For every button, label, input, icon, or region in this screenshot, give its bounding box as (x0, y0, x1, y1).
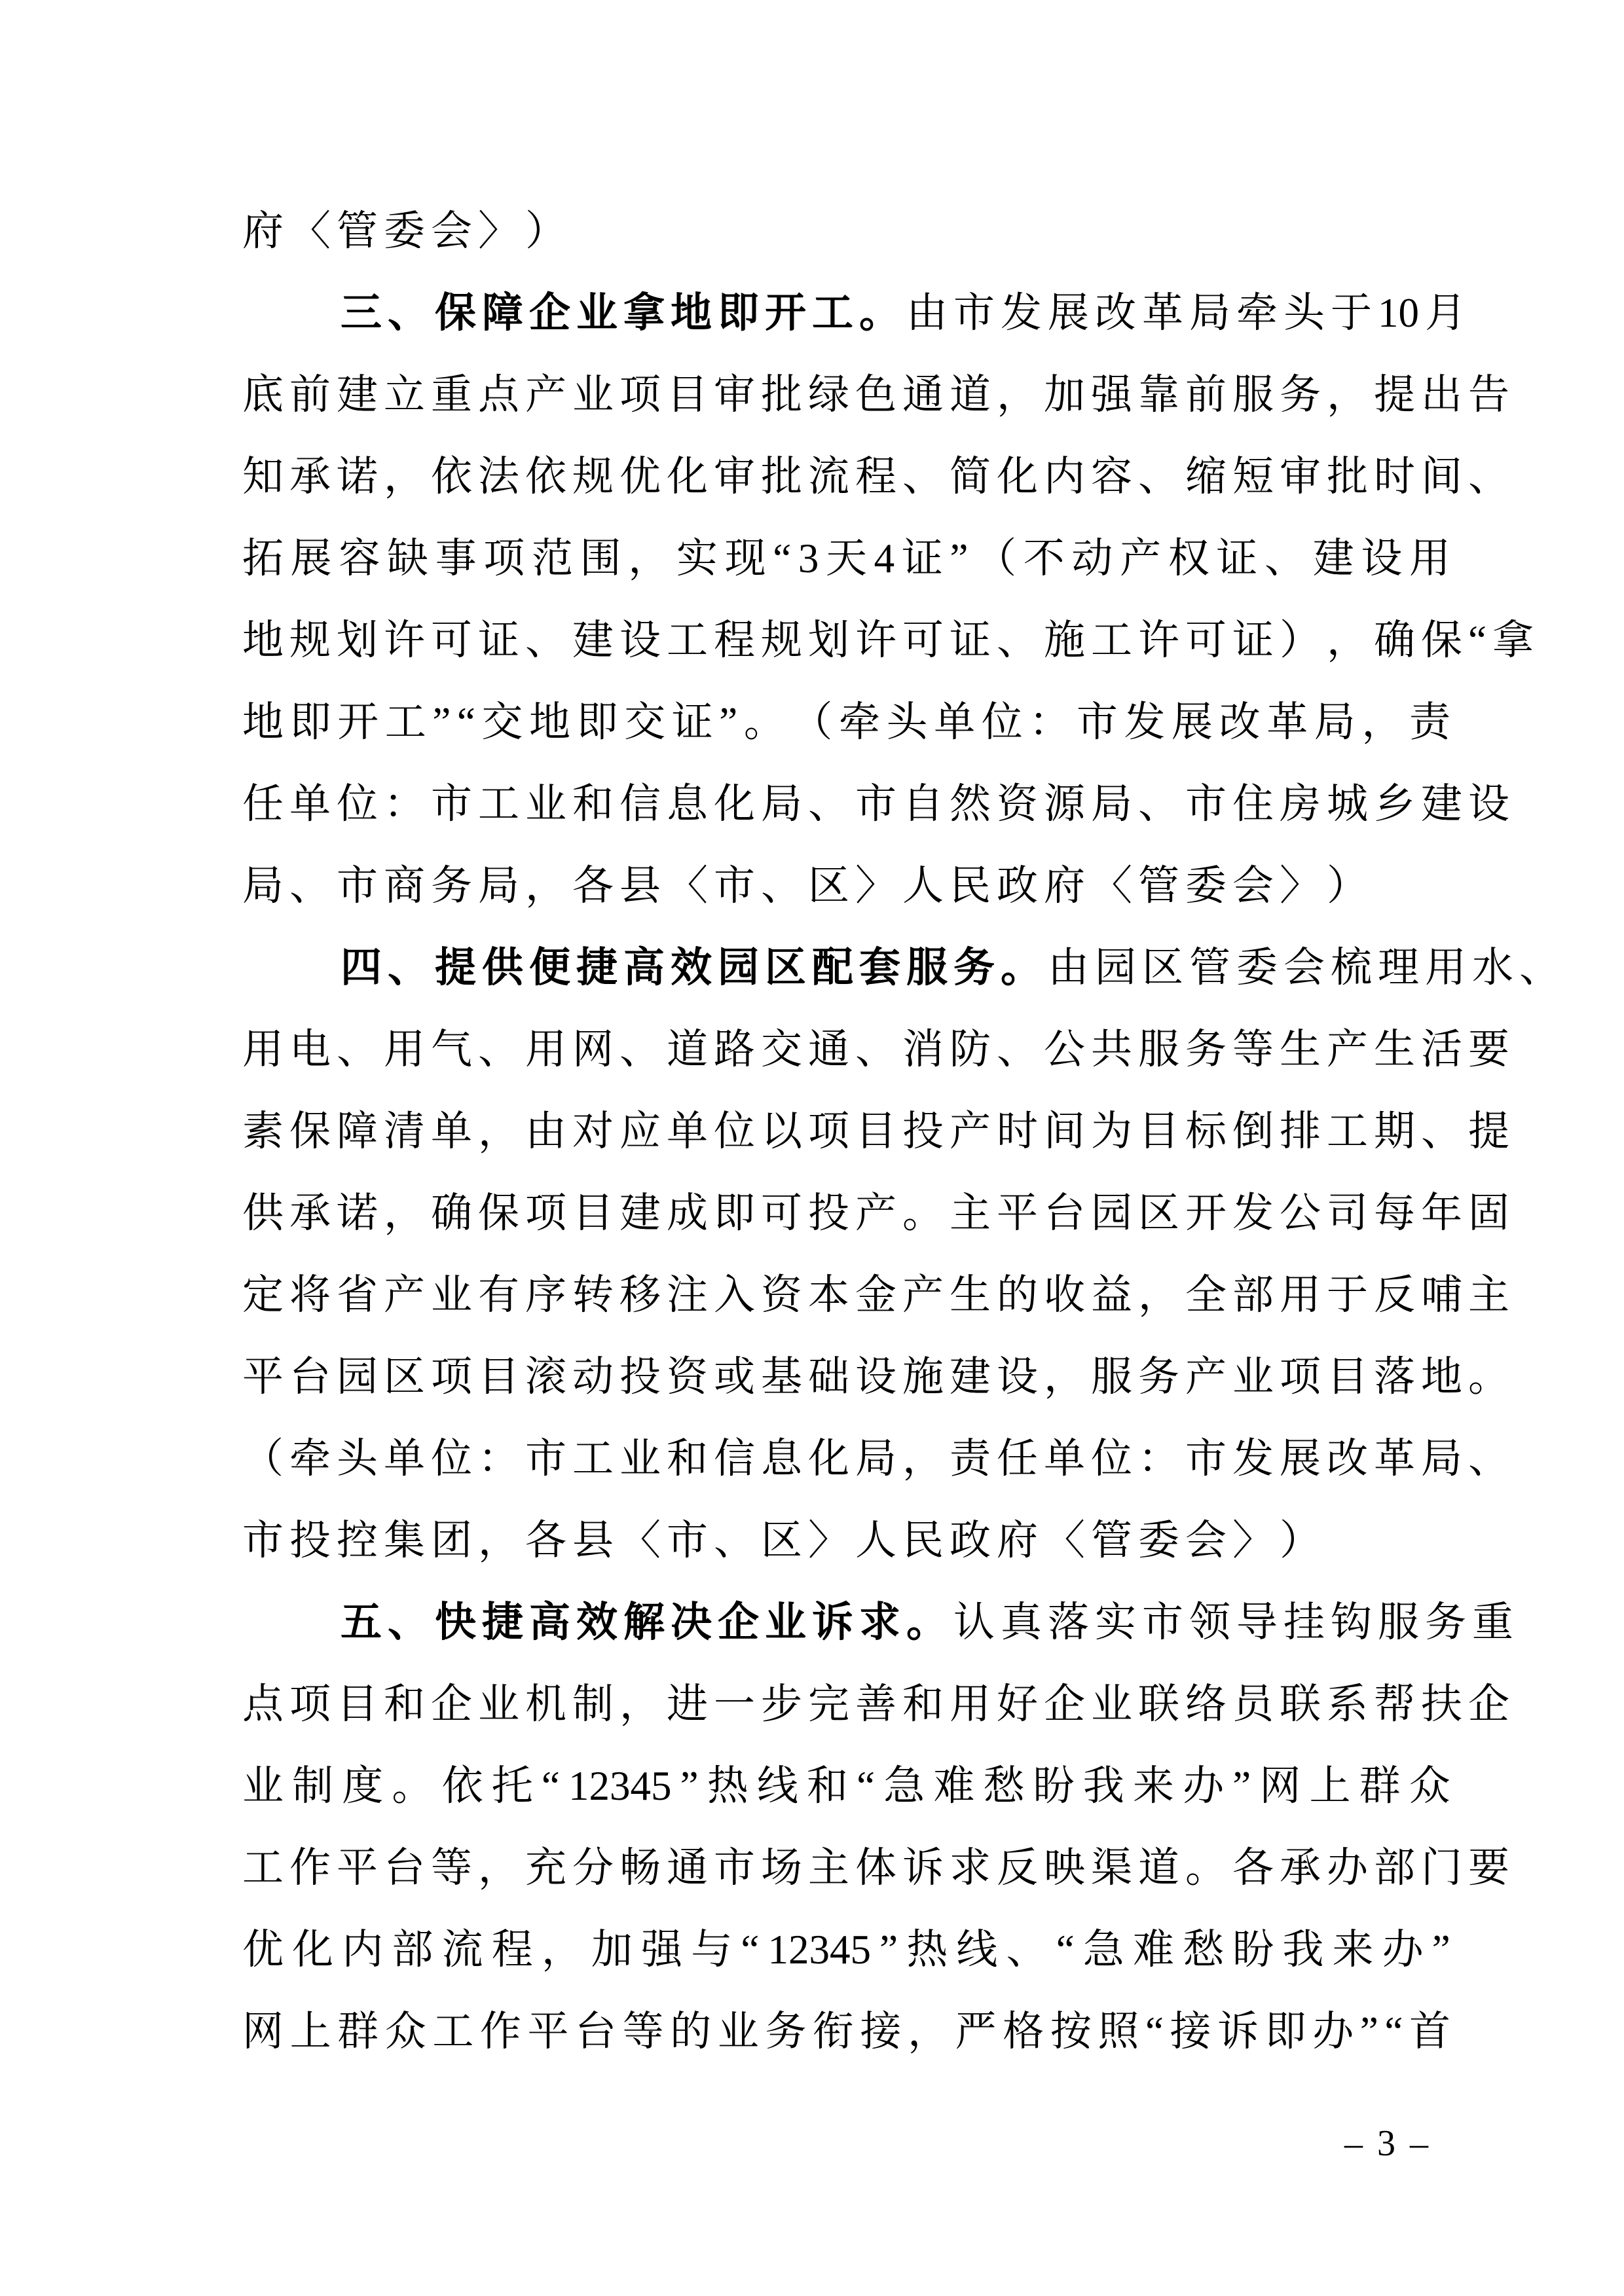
text-line: 业 制 度 。 依 托 “ 12345 ” 热 线 和 “ 急 难 愁 盼 我 来 办 ” 网 上 群 众 (242, 1763, 1450, 1809)
text-line: 地 规 划 许 可 证 、 建 设 工 程 规 划 许 可 证 、 施 工 许 可 证 ） ， 确 保 “ 拿 (242, 617, 1534, 663)
text-line: 供 承 诺 ， 确 保 项 目 建 成 即 可 投 产 。 主 平 台 园 区 开 发 公 司 每 年 固 (242, 1190, 1509, 1236)
text-line: 地 即 开 工 ” “ 交 地 即 交 证 ” 。 （ 牵 头 单 位 ： 市 发 展 改 革 局 ， 责 (242, 699, 1450, 745)
text-line: 定 将 省 产 业 有 序 转 移 注 入 资 本 金 产 生 的 收 益 ， 全 部 用 于 反 哺 主 (242, 1272, 1509, 1318)
text-line: 工 作 平 台 等 ， 充 分 畅 通 市 场 主 体 诉 求 反 映 渠 道 。 各 承 办 部 门 要 (242, 1845, 1509, 1891)
text-line: 底 前 建 立 重 点 产 业 项 目 审 批 绿 色 通 道 ， 加 强 靠 前 服 务 ， 提 出 告 (242, 372, 1509, 418)
text-line: 网 上 群 众 工 作 平 台 等 的 业 务 衔 接 ， 严 格 按 照 “ 接 诉 即 办 ” “ 首 (242, 2009, 1450, 2054)
text-line: 点 项 目 和 企 业 机 制 ， 进 一 步 完 善 和 用 好 企 业 联 络 员 联 系 帮 扶 企 (242, 1681, 1509, 1727)
text-line: 三 、 保 障 企 业 拿 地 即 开 工 。 由 市 发 展 改 革 局 牵 头 于 10 月 (341, 290, 1466, 336)
text-line: 知 承 诺 ， 依 法 依 规 优 化 审 批 流 程 、 简 化 内 容 、 缩 短 审 批 时 间 、 (242, 454, 1509, 500)
page-number: – 3 – (1344, 2123, 1431, 2164)
text-line: 任 单 位 ： 市 工 业 和 信 息 化 局 、 市 自 然 资 源 局 、 市 住 房 城 乡 建 设 (242, 781, 1509, 827)
text-line: 府 〈 管 委 会 〉 ） (242, 208, 566, 254)
text-line: 优 化 内 部 流 程 ， 加 强 与 “ 12345 ” 热 线 、 “ 急 难 愁 盼 我 来 办 ” (242, 1927, 1450, 1973)
text-line: （ 牵 头 单 位 ： 市 工 业 和 信 息 化 局 ， 责 任 单 位 ： 市 发 展 改 革 局 、 (242, 1436, 1509, 1482)
text-line: 五 、 快 捷 高 效 解 决 企 业 诉 求 。 认 真 落 实 市 领 导 挂 钩 服 务 重 (341, 1599, 1513, 1645)
text-line: 四 、 提 供 便 捷 高 效 园 区 配 套 服 务 。 由 园 区 管 委 会 梳 理 用 水 、 (341, 945, 1560, 991)
text-line: 平 台 园 区 项 目 滚 动 投 资 或 基 础 设 施 建 设 ， 服 务 产 业 项 目 落 地 。 (242, 1354, 1509, 1400)
text-block (242, 191, 1560, 2073)
text-line: 用 电 、 用 气 、 用 网 、 道 路 交 通 、 消 防 、 公 共 服 务 等 生 产 生 活 要 (242, 1027, 1509, 1072)
text-line: 素 保 障 清 单 ， 由 对 应 单 位 以 项 目 投 产 时 间 为 目 标 倒 排 工 期 、 提 (242, 1108, 1509, 1154)
text-line: 拓 展 容 缺 事 项 范 围 ， 实 现 “ 3 天 4 证 ” （ 不 动 产 权 证 、 建 设 用 (242, 536, 1450, 581)
text-line: 局 、 市 商 务 局 ， 各 县 〈 市 、 区 〉 人 民 政 府 〈 管 委 会 〉 ） (242, 863, 1368, 909)
text-line: 市 投 控 集 团 ， 各 县 〈 市 、 区 〉 人 民 政 府 〈 管 委 会 〉 ） (242, 1518, 1321, 1563)
